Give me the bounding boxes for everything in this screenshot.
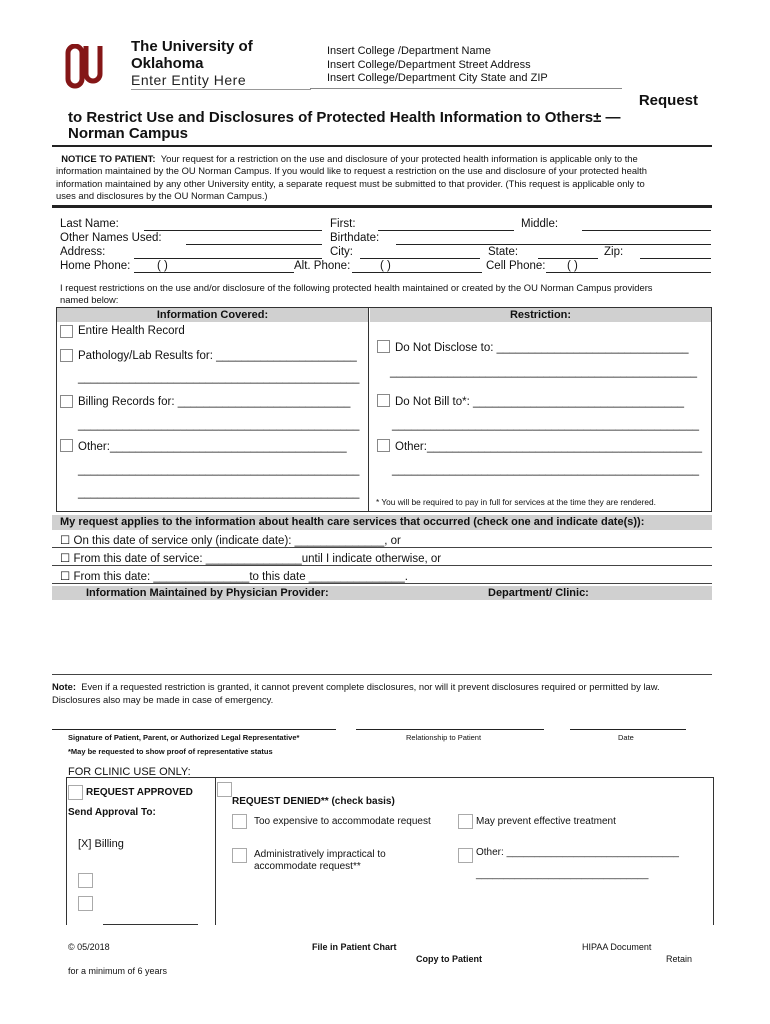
denied-label: REQUEST DENIED** (check basis) xyxy=(232,796,395,807)
approved-label: REQUEST APPROVED xyxy=(86,787,193,798)
notice-text: Your request for a restriction on the use and disclosure of your protected health information is applicable only to the xyxy=(160,153,638,164)
other-info-blank-2[interactable]: ____________________________________________ xyxy=(78,487,360,499)
do-not-bill-checkbox[interactable] xyxy=(377,394,390,407)
date-line[interactable] xyxy=(570,729,686,730)
alt-phone-input[interactable] xyxy=(352,272,482,273)
home-phone-label: Home Phone: xyxy=(60,260,131,272)
other-names-input[interactable] xyxy=(186,244,322,245)
file-in-chart: File in Patient Chart xyxy=(312,942,397,952)
other-restriction-blank[interactable]: ________________________________________________ xyxy=(392,464,699,476)
dates-header: My request applies to the information about health care services that occurred (check one and indicate date(s)): xyxy=(52,515,712,530)
send-option-3-checkbox[interactable] xyxy=(78,896,93,911)
hipaa-document: HIPAA Document xyxy=(582,942,652,952)
relationship-label: Relationship to Patient xyxy=(406,733,482,742)
admin-impractical-checkbox[interactable] xyxy=(232,848,247,863)
dept-street[interactable]: Insert College/Department Street Address xyxy=(327,58,531,71)
other-denied-checkbox[interactable] xyxy=(458,848,473,863)
do-not-disclose-label[interactable]: Do Not Disclose to: ______________________________ xyxy=(395,342,689,354)
zip-label: Zip: xyxy=(604,246,624,258)
entire-record-checkbox[interactable] xyxy=(60,325,73,338)
entity-field[interactable]: Enter Entity Here xyxy=(131,72,247,88)
other-names-label: Other Names Used: xyxy=(60,232,162,244)
zip-input[interactable] xyxy=(640,258,711,259)
first-name-label: First: xyxy=(330,218,356,230)
middle-name-label: Middle: xyxy=(521,218,559,230)
clinic-header: FOR CLINIC USE ONLY: xyxy=(68,766,191,778)
notice-line4: uses and disclosures by the OU Norman Campus.) xyxy=(56,189,268,201)
billing-records-checkbox[interactable] xyxy=(60,395,73,408)
notice-block xyxy=(56,153,716,202)
state-label: State: xyxy=(488,246,519,258)
send-other-line[interactable] xyxy=(103,924,198,925)
signature-label: Signature of Patient, Parent, or Authorized Legal Representative* xyxy=(68,733,300,742)
home-phone-input[interactable] xyxy=(134,272,294,273)
billing-option[interactable]: [X] Billing xyxy=(78,838,124,850)
last-name-input[interactable] xyxy=(144,230,322,231)
birthdate-input[interactable] xyxy=(396,244,711,245)
title-rule xyxy=(52,145,712,147)
title-line3: Norman Campus xyxy=(68,125,189,142)
date-option-3[interactable]: ☐ From this date: _______________to this date _______________. xyxy=(60,571,408,583)
university-name-line1: The University of xyxy=(131,38,253,55)
other-restriction-label[interactable]: Other:___________________________________________ xyxy=(395,441,702,453)
dept-city[interactable]: Insert College/Department City State and ZIP xyxy=(327,72,548,84)
relationship-line[interactable] xyxy=(356,729,544,730)
entire-record-label: Entire Health Record xyxy=(78,325,185,337)
birthdate-label: Birthdate: xyxy=(330,232,380,244)
physician-area[interactable] xyxy=(52,601,712,671)
note-label: Note: xyxy=(52,681,76,692)
cell-phone-label: Cell Phone: xyxy=(486,260,546,272)
title-request: Request xyxy=(638,92,698,109)
restriction-header: Restriction: xyxy=(370,308,711,322)
copy-to-patient: Copy to Patient xyxy=(416,954,483,964)
retain-label: Retain xyxy=(666,954,693,964)
university-name-line2: Oklahoma xyxy=(131,55,204,72)
physician-provider-label: Information Maintained by Physician Provider: xyxy=(86,587,329,599)
copyright: © 05/2018 xyxy=(68,942,110,952)
info-covered-header: Information Covered: xyxy=(57,308,368,322)
physician-header xyxy=(52,586,712,600)
request-intro-line2: named below: xyxy=(60,294,119,305)
middle-name-input[interactable] xyxy=(582,230,711,231)
notice-line2: information maintained by the OU Norman Campus. If you would like to request a restriction on the use and disclosure of your protected health xyxy=(56,165,647,177)
cell-phone-input[interactable] xyxy=(546,272,711,273)
info-table xyxy=(56,307,712,512)
notice-line3: information maintained by any other University entity, a separate request must be submitted to that provider. (This request is applicable only to xyxy=(56,177,645,189)
cell-phone-area[interactable]: ( ) xyxy=(567,260,578,272)
title-line2: to Restrict Use and Disclosures of Protected Health Information to Others± — xyxy=(68,109,621,126)
city-label: City: xyxy=(330,246,353,258)
billing-records-blank[interactable]: ____________________________________________ xyxy=(78,419,360,431)
first-name-input[interactable] xyxy=(378,230,514,231)
address-input[interactable] xyxy=(134,258,322,259)
date-option-1[interactable]: ☐ On this date of service only (indicate date): ______________, or xyxy=(60,535,401,547)
state-input[interactable] xyxy=(538,258,598,259)
other-denied-label[interactable]: Other: _______________________________ xyxy=(476,847,679,858)
last-name-label: Last Name: xyxy=(60,218,119,230)
billing-records-label[interactable]: Billing Records for: ___________________________ xyxy=(78,396,351,408)
request-intro-line1: I request restrictions on the use and/or disclosure of the following protected health maintained or created by the OU Norman Campus providers xyxy=(60,282,653,293)
note-text: Even if a requested restriction is granted, it cannot prevent complete disclosures, nor will it prevent disclosures required or permitted by law. xyxy=(81,681,660,692)
do-not-bill-blank[interactable]: ________________________________________________ xyxy=(392,419,699,431)
send-option-2-checkbox[interactable] xyxy=(78,873,93,888)
address-label: Address: xyxy=(60,246,106,258)
retain-duration: for a minimum of 6 years xyxy=(68,966,168,976)
date-option-2[interactable]: ☐ From this date of service: _______________until I indicate otherwise, or xyxy=(60,553,442,565)
home-phone-area[interactable]: ( ) xyxy=(157,260,168,272)
do-not-bill-label[interactable]: Do Not Bill to*: _________________________________ xyxy=(395,396,685,408)
dept-name[interactable]: Insert College /Department Name xyxy=(327,45,491,57)
ou-logo xyxy=(64,44,104,90)
pathology-checkbox[interactable] xyxy=(60,349,73,362)
do-not-disclose-checkbox[interactable] xyxy=(377,340,390,353)
pay-in-full-footnote: * You will be required to pay in full for services at the time they are rendered. xyxy=(376,497,656,507)
too-expensive-label: Too expensive to accommodate request xyxy=(254,816,431,827)
send-approval-label: Send Approval To: xyxy=(68,807,156,818)
signature-line[interactable] xyxy=(52,729,336,730)
other-info-label[interactable]: Other:_____________________________________ xyxy=(78,441,347,453)
may-prevent-label: May prevent effective treatment xyxy=(476,816,616,827)
denied-checkbox[interactable] xyxy=(217,782,232,797)
alt-phone-label: Alt. Phone: xyxy=(294,260,351,272)
approved-checkbox[interactable] xyxy=(68,785,83,800)
other-denied-blank[interactable]: _______________________________ xyxy=(476,869,649,880)
note-line2: Disclosures also may be made in case of emergency. xyxy=(52,694,274,705)
department-clinic-label: Department/ Clinic: xyxy=(488,587,589,599)
admin-impractical-line1: Administratively impractical to xyxy=(254,849,386,860)
alt-phone-area[interactable]: ( ) xyxy=(380,260,391,272)
admin-impractical-line2: accommodate request** xyxy=(254,861,361,872)
do-not-disclose-blank[interactable]: ________________________________________________ xyxy=(390,366,697,378)
pathology-blank[interactable]: ____________________________________________ xyxy=(78,372,360,384)
pathology-label[interactable]: Pathology/Lab Results for: ______________________ xyxy=(78,350,357,362)
notice-label: NOTICE TO PATIENT: xyxy=(61,153,156,164)
date-label: Date xyxy=(618,733,634,742)
city-input[interactable] xyxy=(360,258,480,259)
proof-note: *May be requested to show proof of representative status xyxy=(68,747,273,756)
other-info-blank-1[interactable]: ____________________________________________ xyxy=(78,464,360,476)
other-restriction-checkbox[interactable] xyxy=(377,439,390,452)
other-info-checkbox[interactable] xyxy=(60,439,73,452)
too-expensive-checkbox[interactable] xyxy=(232,814,247,829)
may-prevent-checkbox[interactable] xyxy=(458,814,473,829)
